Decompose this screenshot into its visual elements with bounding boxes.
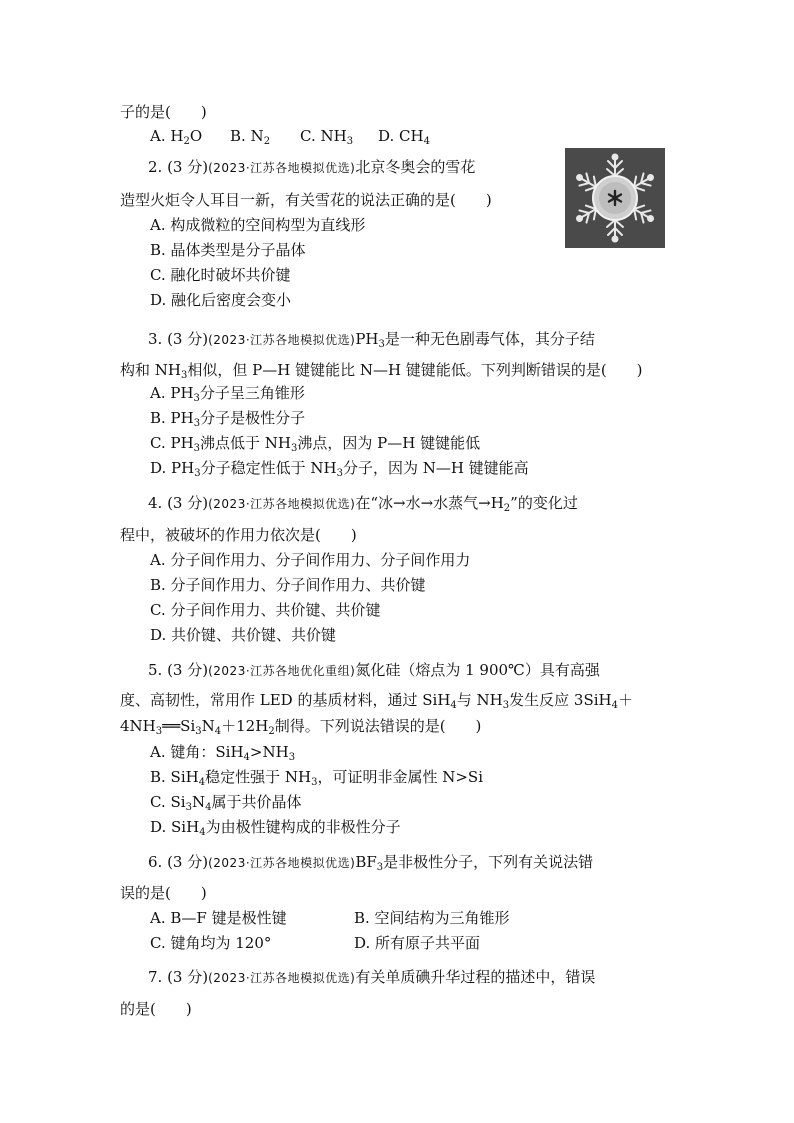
q5-option-d[interactable]: D. SiH$_4$为由极性键构成的非极性分子 <box>150 818 401 838</box>
q5-option-b[interactable]: B. SiH$_4$稳定性强于 $NH_3$，可证明非金属性 N>Si <box>150 768 483 788</box>
q2-source: (2023·江苏各地模拟优选) <box>208 161 356 175</box>
q5-stem-line2: 度、高韧性，常用作 LED 的基质材料，通过 SiH$_4$与 $NH_3$发生反应 3SiH$_4$＋ <box>120 691 633 711</box>
q6-stem-line1: 6. (3 分)(2023·江苏各地模拟优选)$BF_3$是非极性分子，下列有关说法错 <box>148 853 594 873</box>
q2-stem-line2: 造型火炬令人耳目一新，有关雪花的说法正确的是( ) <box>120 191 492 209</box>
q6-stem-line2: 误的是( ) <box>120 884 207 902</box>
q4-option-a[interactable]: A. 分子间作用力、分子间作用力、分子间作用力 <box>150 551 471 569</box>
q5-stem-line3: $4NH_3══Si_3N_4+12H_2$制得。下列说法错误的是( ) <box>120 717 482 737</box>
q6-source: (2023·江苏各地模拟优选) <box>208 856 356 870</box>
q2-stem-line1: 2. (3 分)(2023·江苏各地模拟优选)北京冬奥会的雪花 <box>148 158 476 176</box>
q4-option-c[interactable]: C. 分子间作用力、共价键、共价键 <box>150 601 381 619</box>
q7-stem-line2: 的是( ) <box>120 1000 192 1018</box>
q6-option-a[interactable]: A. B—F 键是极性键 <box>150 909 287 927</box>
q7-stem-line1: 7. (3 分)(2023·江苏各地模拟优选)有关单质碘升华过程的描述中，错误 <box>148 968 596 986</box>
q1-option-d[interactable]: D. $CH_4$ <box>378 127 430 147</box>
q1-stem-tail: 子的是( ) <box>120 103 207 121</box>
q3-stem-line1: 3. (3 分)(2023·江苏各地模拟优选)$PH_3$是一种无色剧毒气体，其分子结 <box>148 330 595 350</box>
q2-option-a[interactable]: A. 构成微粒的空间构型为直线形 <box>150 216 366 234</box>
q1-option-c[interactable]: C. $NH_3$ <box>300 127 354 147</box>
q3-option-b[interactable]: B. $PH_3$分子是极性分子 <box>150 409 306 429</box>
q1-option-a[interactable]: A. $H_2O$ <box>150 127 203 147</box>
q2-option-c[interactable]: C. 融化时破坏共价键 <box>150 266 291 284</box>
q4-stem-line2: 程中，被破坏的作用力依次是( ) <box>120 526 357 544</box>
q4-option-b[interactable]: B. 分子间作用力、分子间作用力、共价键 <box>150 576 426 594</box>
q1-option-b[interactable]: B. $N_2$ <box>230 127 271 147</box>
q3-option-d[interactable]: D. $PH_3$分子稳定性低于 $NH_3$分子，因为 N—H 键键能高 <box>150 459 529 479</box>
q5-option-c[interactable]: C. $Si_3N_4$属于共价晶体 <box>150 793 302 813</box>
q4-stem-line1: 4. (3 分)(2023·江苏各地模拟优选)在“冰→水→水蒸气$\to H_2$”的变化过 <box>148 494 578 514</box>
q6-option-c[interactable]: C. 键角均为 120° <box>150 934 272 952</box>
snowflake-torch-image <box>565 148 665 248</box>
q3-option-c[interactable]: C. $PH_3$沸点低于 $NH_3$沸点，因为 P—H 键键能低 <box>150 434 481 454</box>
q5-stem-line1: 5. (3 分)(2023·江苏各地优化重组)氮化硅（熔点为 1 900℃）具有高强 <box>148 661 600 679</box>
snowflake-icon <box>565 148 665 248</box>
q4-option-d[interactable]: D. 共价键、共价键、共价键 <box>150 626 337 644</box>
q6-option-d[interactable]: D. 所有原子共平面 <box>354 934 481 952</box>
q3-stem-line2: 构和 $NH_3$相似，但 P—H 键键能比 N—H 键键能低。下列判断错误的是( ) <box>120 361 643 381</box>
q5-source: (2023·江苏各地优化重组) <box>208 664 356 678</box>
q2-option-b[interactable]: B. 晶体类型是分子晶体 <box>150 241 306 259</box>
q5-option-a[interactable]: A. 键角：$SiH_4>NH_3$ <box>150 743 296 763</box>
q2-option-d[interactable]: D. 融化后密度会变小 <box>150 291 292 309</box>
q7-source: (2023·江苏各地模拟优选) <box>208 971 356 985</box>
q3-source: (2023·江苏各地模拟优选) <box>208 333 356 347</box>
q4-source: (2023·江苏各地模拟优选) <box>208 497 356 511</box>
q3-option-a[interactable]: A. $PH_3$分子呈三角锥形 <box>150 384 305 404</box>
q6-option-b[interactable]: B. 空间结构为三角锥形 <box>354 909 510 927</box>
